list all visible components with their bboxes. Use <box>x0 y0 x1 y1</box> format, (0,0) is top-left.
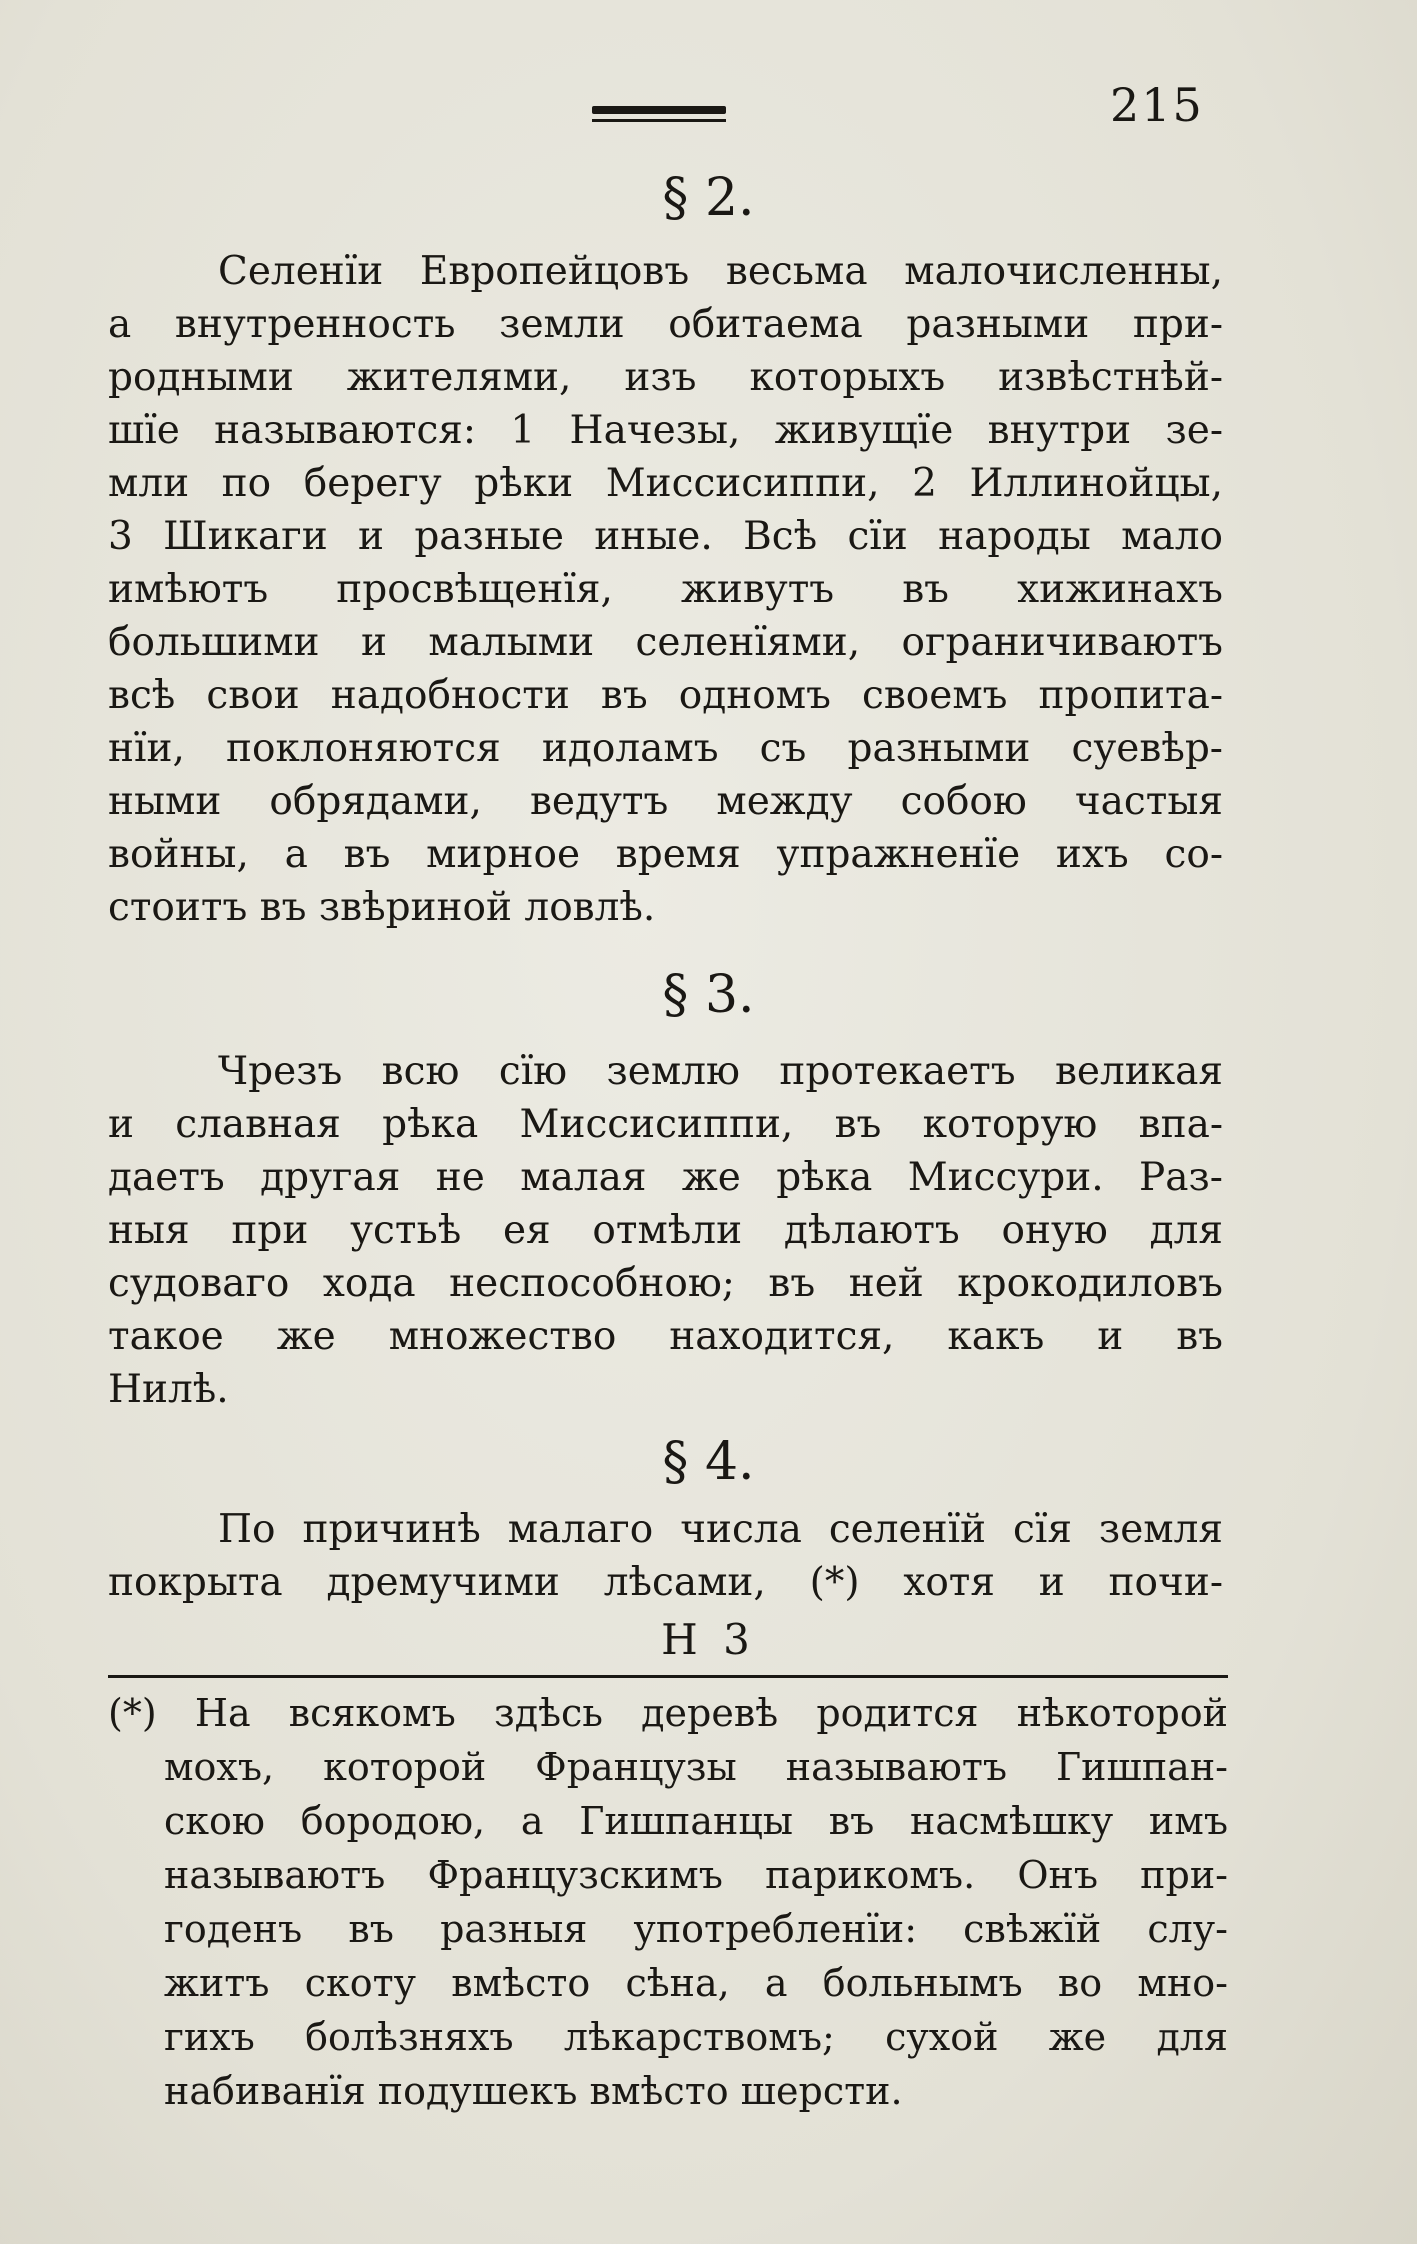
signature-mark: Н 3 <box>661 1615 756 1664</box>
text-line: Нилѣ. <box>108 1367 229 1412</box>
footnote <box>108 1686 1228 2118</box>
text-line: имѣютъ просвѣщенїя, живутъ въ хижинахъ <box>108 567 1223 612</box>
text-line: и славная рѣка Миссисиппи, въ которую впа- <box>108 1102 1223 1147</box>
section-4-paragraph <box>108 1503 1223 1609</box>
section-2-paragraph <box>108 245 1223 934</box>
text-line: родными жителями, изъ которыхъ извѣстнѣй- <box>108 355 1223 400</box>
text-line: Чрезъ всю сїю землю протекаетъ великая <box>218 1049 1223 1094</box>
footnote-line: (*) На всякомъ здѣсь деревѣ родится нѣкоторой <box>108 1691 1228 1735</box>
page-number: 215 <box>1110 78 1204 132</box>
section-mark-2: § 2. <box>662 168 755 228</box>
text-line: ными обрядами, ведутъ между собою частыя <box>108 779 1223 824</box>
text-line: шїе называются: 1 Начезы, живущїе внутри зе- <box>108 408 1223 453</box>
footnote-rule <box>108 1675 1228 1678</box>
text-line: стоитъ въ звѣриной ловлѣ. <box>108 885 656 930</box>
footnote-line: гихъ болѣзняхъ лѣкарствомъ; сухой же для <box>164 2015 1228 2059</box>
text-line: ныя при устьѣ ея отмѣли дѣлаютъ оную для <box>108 1208 1223 1253</box>
text-line: большими и малыми селенїями, ограничиваютъ <box>108 620 1223 665</box>
section-3-paragraph <box>108 1045 1223 1416</box>
section-mark-4: § 4. <box>662 1432 755 1492</box>
header-rule <box>592 106 726 114</box>
text-line: покрыта дремучими лѣсами, (*) хотя и почи- <box>108 1560 1223 1605</box>
text-line: Селенїи Европейцовъ весьма малочисленны, <box>218 249 1223 294</box>
text-line: нїи, поклоняются идоламъ съ разными суевѣр- <box>108 726 1223 771</box>
text-line: даетъ другая не малая же рѣка Миссури. Раз- <box>108 1155 1223 1200</box>
text-line: 3 Шикаги и разные иные. Всѣ сїи народы мало <box>108 514 1223 559</box>
text-line: войны, а въ мирное время упражненїе ихъ со- <box>108 832 1223 877</box>
footnote-line: набиванїя подушекъ вмѣсто шерсти. <box>164 2069 903 2113</box>
footnote-line: годенъ въ разныя употребленїи: свѣжїй слу- <box>164 1907 1228 1951</box>
footnote-line: называютъ Французскимъ парикомъ. Онъ при- <box>164 1853 1228 1897</box>
section-mark-3: § 3. <box>662 965 755 1025</box>
footnote-line: житъ скоту вмѣсто сѣна, а больнымъ во мно- <box>164 1961 1228 2005</box>
text-line: всѣ свои надобности въ одномъ своемъ пропита- <box>108 673 1223 718</box>
text-line: а внутренность земли обитаема разными при- <box>108 302 1223 347</box>
text-line: мли по берегу рѣки Миссисиппи, 2 Иллинойцы, <box>108 461 1223 506</box>
footnote-line: мохъ, которой Французы называютъ Гишпан- <box>164 1745 1228 1789</box>
text-line: такое же множество находится, какъ и въ <box>108 1314 1223 1359</box>
text-line: судоваго хода неспособною; въ ней крокодиловъ <box>108 1261 1223 1306</box>
text-line: По причинѣ малаго числа селенїй сїя земля <box>218 1507 1223 1552</box>
footnote-line: скою бородою, а Гишпанцы въ насмѣшку имъ <box>164 1799 1228 1843</box>
